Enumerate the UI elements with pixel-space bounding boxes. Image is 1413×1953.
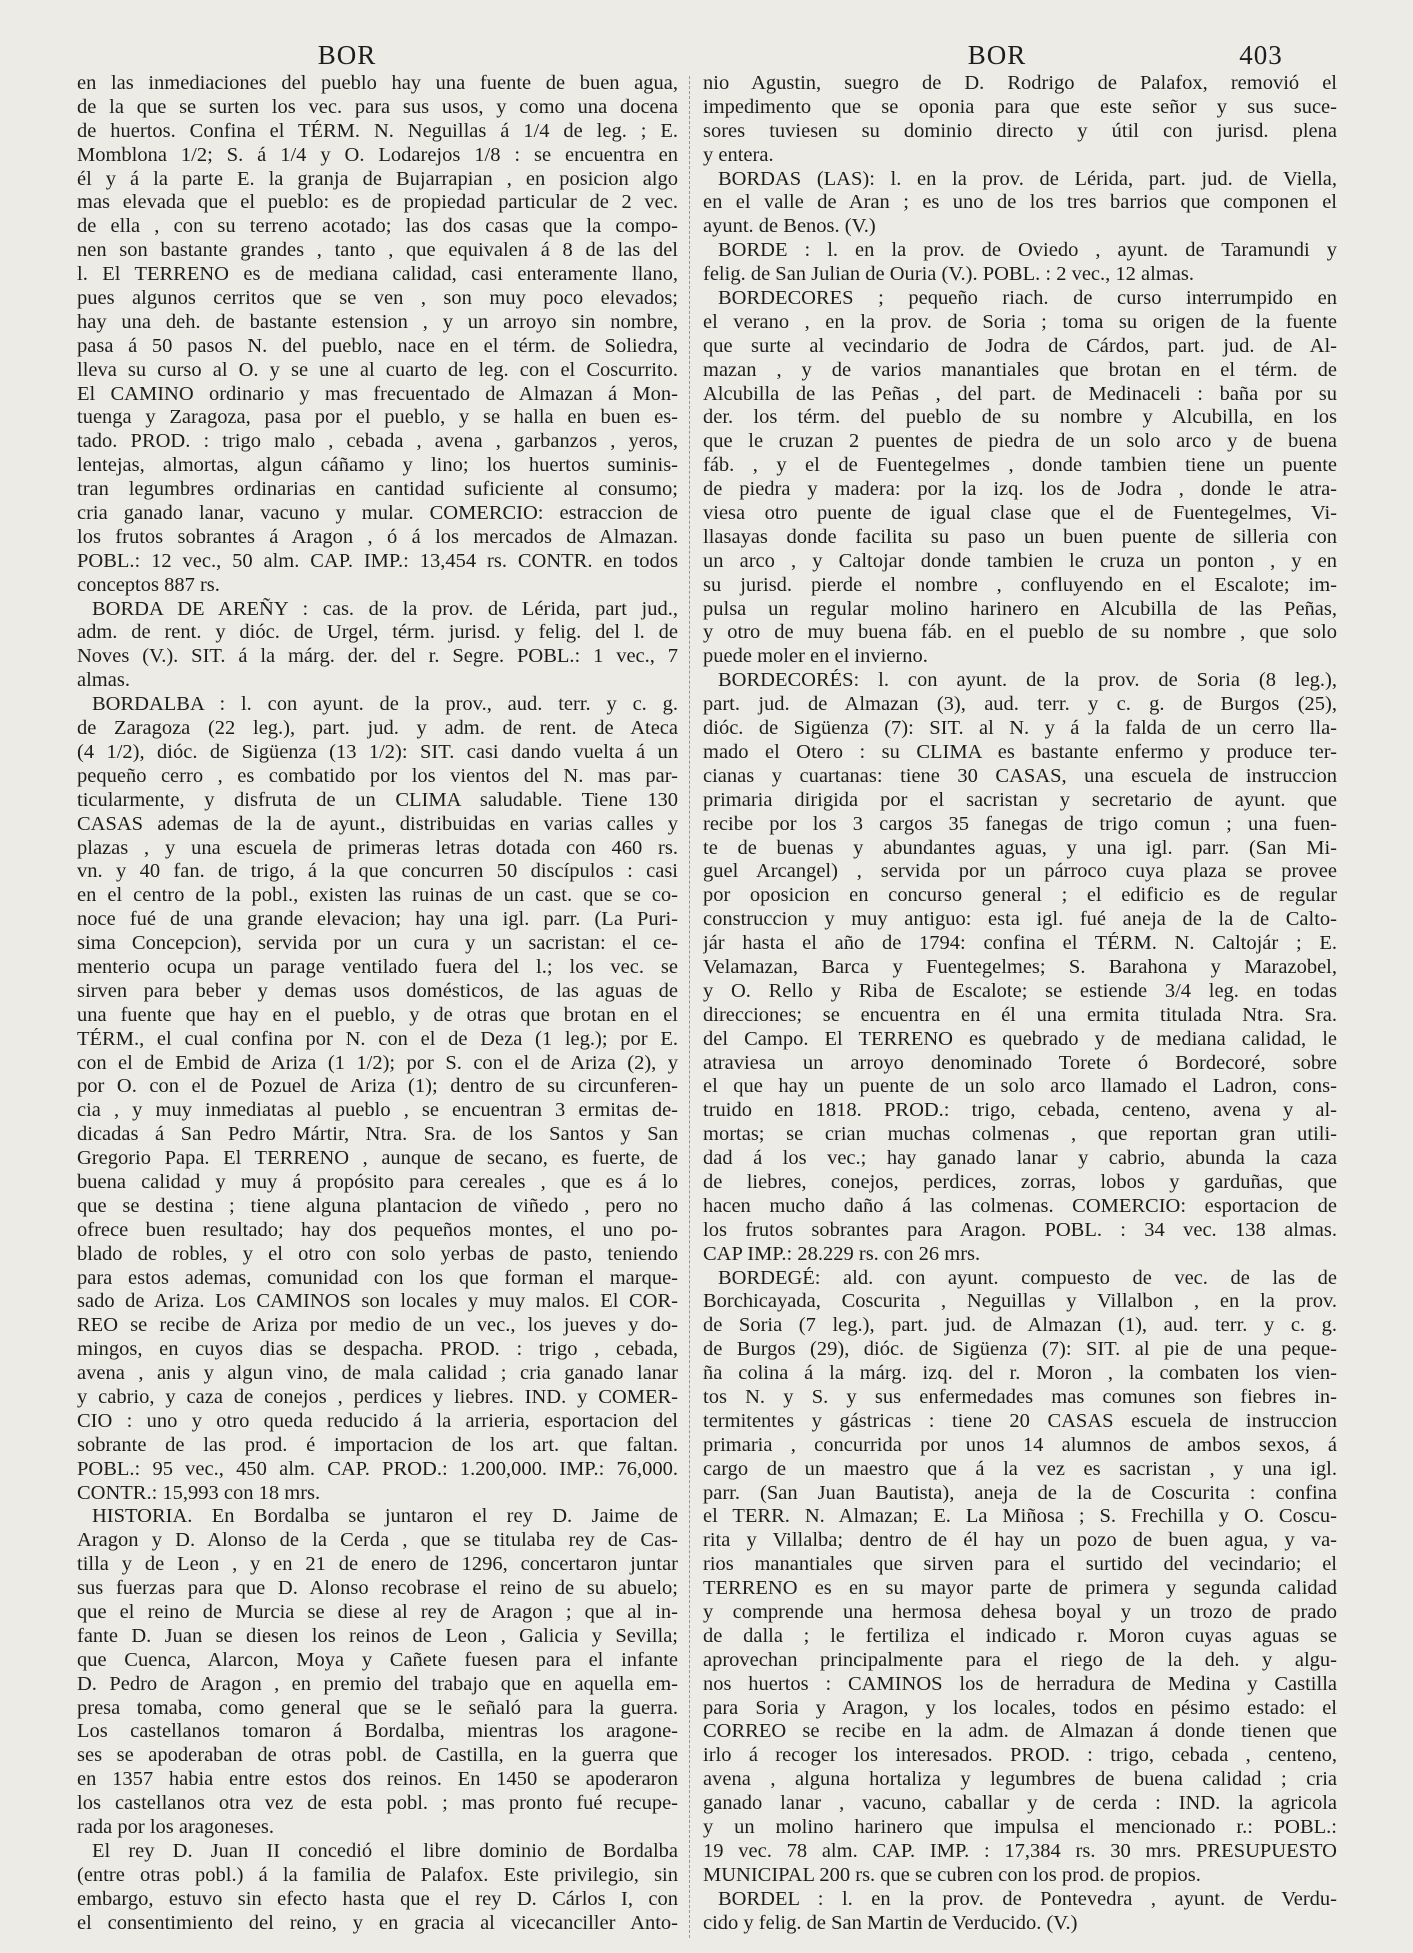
text-line: avena , alguna hortaliza y legumbres de buena calidad ; cria xyxy=(703,1768,1337,1791)
left-column xyxy=(77,72,678,1935)
text-line: y entera. xyxy=(703,143,774,166)
text-line: de huertos. Confina el TÉRM. N. Neguillas á 1/4 de leg. ; E. xyxy=(77,119,678,142)
text-line: presa tomaba, como general que se le señaló para la guerra. xyxy=(77,1696,678,1719)
text-line: que Cuenca, Alarcon, Moya y Cañete fuesen para el infante xyxy=(77,1648,678,1671)
text-line: der. los térm. del pueblo de su nombre y Alcubilla, en los xyxy=(703,406,1337,429)
text-line: y comprende una hermosa dehesa boyal y un trozo de prado xyxy=(703,1601,1337,1623)
text-line: te de buenas y abundantes aguas, y una igl. parr. (San Mi- xyxy=(703,836,1337,859)
text-line: adm. de rent. y dióc. de Urgel, térm. jurisd. y felig. del l. de xyxy=(77,621,678,644)
text-line: ofrece buen resultado; hay dos pequeños montes, el uno po- xyxy=(77,1218,678,1241)
text-line: los frutos sobrantes para Aragon. POBL. : 34 vec. 138 almas. xyxy=(703,1218,1337,1241)
text-line: de Burgos (29), dióc. de Sigüenza (7): SIT. al pie de una peque- xyxy=(703,1338,1337,1361)
text-line: nen son bastante grandes , tanto , que equivalen á 8 de las del xyxy=(77,239,678,262)
text-line: hacen mucho daño á las colmenas. COMERCIO: esportacion de xyxy=(703,1194,1337,1217)
text-line: recibe por los 3 cargos 35 fanegas de trigo comun ; una fuen- xyxy=(703,812,1337,835)
text-line: primaria , concurrida por unos 14 alumnos de ambos sexos, á xyxy=(703,1433,1337,1456)
text-line: vn. y 40 fan. de trigo, á la que concurren 50 discípulos : casi xyxy=(77,860,678,883)
text-line: él y á la parte E. la granja de Bujarrapian , en posicion algo xyxy=(77,167,678,190)
text-line: pequeño cerro , es combatido por los vientos del N. mas par- xyxy=(77,764,678,787)
text-line: irlo á recoger los interesados. PROD. : trigo, cebada , centeno, xyxy=(703,1744,1337,1767)
text-line: POBL.: 95 vec., 450 alm. CAP. PROD.: 1.200,000. IMP.: 76,000. xyxy=(77,1457,678,1480)
text-line: el verano , en la prov. de Soria ; toma su origen de la fuente xyxy=(703,310,1337,333)
text-line: ña colina á la márg. izq. del r. Moron , la combaten los vien- xyxy=(703,1362,1337,1385)
text-line: los castellanos otra vez de esta pobl. ; mas pronto fué recupe- xyxy=(77,1792,678,1815)
entry-paragraph xyxy=(703,72,1337,168)
text-line: CASAS ademas de la de ayunt., distribuidas en varias calles y xyxy=(77,812,678,835)
text-line: que le cruzan 2 puentes de piedra de un solo arco y de buena xyxy=(703,430,1337,453)
text-line: Momblona 1/2; S. á 1/4 y O. Lodarejos 1/8 : se encuentra en xyxy=(77,143,678,166)
text-line: cianas y cuartanas: tiene 30 CASAS, una escuela de instruccion xyxy=(703,764,1337,787)
text-line: construccion y muy antiguo: esta igl. fué aneja de la de Calto- xyxy=(703,908,1337,931)
text-line: en 1357 habia entre estos dos reinos. En 1450 se apoderaron xyxy=(77,1768,678,1791)
text-line: sima Concepcion), servida por un cura y un sacristan: el ce- xyxy=(77,932,678,955)
text-line: dad á los vec.; hay ganado lanar y cabrio, abunda la caza xyxy=(703,1147,1337,1170)
text-line: CAP IMP.: 28.229 rs. con 26 mrs. xyxy=(703,1242,981,1265)
text-line: de Soria (7 leg.), part. jud. de Almazan (1), aud. terr. y c. g. xyxy=(703,1314,1337,1337)
text-line: plazas , y una escuela de primeras letras dotada con 460 rs. xyxy=(77,836,678,859)
entry-paragraph xyxy=(703,1267,1337,1888)
text-line: pasa á 50 pasos N. del pueblo, nace en el térm. de Soliedra, xyxy=(77,334,678,357)
text-line: sus fuerzas para que D. Alonso recobrase el reino de su abuelo; xyxy=(77,1577,678,1600)
text-line: de liebres, conejos, perdices, zorras, lobos y garduñas, que xyxy=(703,1170,1337,1193)
text-line: BORDECORÉS: l. con ayunt. de la prov. de Soria (8 leg.), xyxy=(718,669,1337,692)
entry-paragraph xyxy=(77,72,678,598)
text-line: BORDEL : l. en la prov. de Pontevedra , ayunt. de Verdu- xyxy=(718,1887,1337,1910)
text-line: cia , y muy inmediatas al pueblo , se encuentran 3 ermitas de- xyxy=(77,1099,678,1122)
text-line: por oposicion en concurso general ; el edificio es de regular xyxy=(703,884,1337,907)
text-line: REO se recibe de Ariza por medio de un vec., los jueves y do- xyxy=(77,1314,678,1337)
text-line: Noves (V.). SIT. á la márg. der. del r. Segre. POBL.: 1 vec., 7 xyxy=(77,645,678,668)
text-line: nos huertos : CAMINOS los de herradura de Medina y Castilla xyxy=(703,1672,1337,1695)
text-line: noce fué de una grande elevacion; hay una igl. parr. (La Puri- xyxy=(77,908,678,931)
text-line: parr. (San Juan Bautista), aneja de la de Coscurita : confina xyxy=(703,1481,1337,1504)
text-line: primaria dirigida por el sacristan y secretario de ayunt. que xyxy=(703,788,1337,811)
text-line: pulsa un regular molino harinero en Alcubilla de las Peñas, xyxy=(703,597,1337,620)
text-line: mas elevada que el pueblo: es de propiedad particular de 2 vec. xyxy=(77,191,678,214)
text-line: POBL.: 12 vec., 50 alm. CAP. IMP.: 13,454 rs. CONTR. en todos xyxy=(77,549,678,572)
text-line: TÉRM., el cual confina por N. con el de Deza (1 leg.); por E. xyxy=(77,1027,678,1050)
text-line: conceptos 887 rs. xyxy=(77,573,220,596)
text-line: una fuente que hay en el pueblo, y de otras que brotan en el xyxy=(77,1003,678,1026)
text-line: CIO : uno y otro queda reducido á la arrieria, esportacion del xyxy=(77,1409,678,1432)
text-line: llasayas donde facilita su paso un buen puente de silleria con xyxy=(703,525,1337,548)
text-line: lleva su curso al O. y se une al cuarto de leg. con el Coscurrito. xyxy=(77,358,678,381)
text-line: 19 vec. 78 alm. CAP. IMP. : 17,384 rs. 30 mrs. PRESUPUESTO xyxy=(703,1839,1337,1862)
text-line: el TERR. N. Almazan; E. La Miñosa ; S. Frechilla y O. Coscu- xyxy=(703,1505,1337,1528)
text-line: HISTORIA. En Bordalba se juntaron el rey D. Jaime de xyxy=(92,1505,678,1528)
text-line: mortas; se crian muchas colmenas , que reportan gran utili- xyxy=(703,1123,1337,1146)
text-line: cido y felig. de San Martin de Verducido. (V.) xyxy=(703,1911,1078,1934)
text-line: y un molino harinero que impulsa el mencionado r.: POBL.: xyxy=(703,1816,1337,1839)
text-line: lentejas, almortas, algun cáñamo y lino; los huertos suminis- xyxy=(77,454,678,477)
text-line: hay una deh. de bastante estension , y un arroyo sin nombre, xyxy=(77,310,678,333)
text-line: para Soria y Aragon, y los locales, todos en pésimo estado: el xyxy=(703,1696,1337,1719)
text-line: Gregorio Papa. El TERRENO , aunque de secano, es fuerte, de xyxy=(77,1147,678,1170)
text-line: ayunt. de Benos. (V.) xyxy=(703,215,876,238)
text-line: en el valle de Aran ; es uno de los tres barrios que componen el xyxy=(703,191,1337,214)
text-line: (4 1/2), dióc. de Sigüenza (13 1/2): SIT. casi dando vuelta á un xyxy=(77,740,678,763)
text-line: los frutos sobrantes á Aragon , ó á los mercados de Almazan. xyxy=(77,525,678,548)
text-line: almas. xyxy=(77,669,130,692)
text-line: aprovechan principalmente para el riego de la deh. y algu- xyxy=(703,1648,1337,1671)
text-line: Alcubilla de las Peñas , del part. de Medinaceli : baña por su xyxy=(703,382,1337,405)
entry-paragraph xyxy=(703,239,1337,287)
text-line: l. El TERRENO es de mediana calidad, casi enteramente llano, xyxy=(77,263,678,286)
text-line: tilla y de Leon , y en 21 de enero de 1296, concertaron juntar xyxy=(77,1553,678,1576)
text-line: cria ganado lanar, vacuno y mular. COMERCIO: estraccion de xyxy=(77,502,678,525)
text-line: tos N. y S. y sus enfermedades mas comunes son fiebres in- xyxy=(703,1385,1337,1408)
text-line: que surte al vecindario de Jodra de Cárdos, part. jud. de Al- xyxy=(703,334,1337,357)
text-line: fante D. Juan se diesen los reinos de Leon , Galicia y Sevilla; xyxy=(77,1624,678,1647)
running-head-left: BOR xyxy=(317,40,377,70)
text-line: blado de robles, y el otro con solo yerbas de pasto, teniendo xyxy=(77,1242,678,1265)
text-line: BORDAS (LAS): l. en la prov. de Lérida, part. jud. de Viella, xyxy=(718,167,1337,190)
text-line: rita y Villalba; dentro de él hay un pozo de buen agua, y va- xyxy=(703,1529,1337,1552)
text-line: y otro de muy buena fáb. en el pueblo de su nombre , que solo xyxy=(703,621,1337,644)
text-line: sobrante de las prod. é importacion de los art. que faltan. xyxy=(77,1433,678,1456)
text-line: un arco , y Caltojar donde tambien le cruza un ponton , y en xyxy=(703,549,1337,572)
text-line: pues algunos cerritos que se ven , son muy poco elevados; xyxy=(77,287,678,310)
text-line: que el reino de Murcia se diese al rey de Aragon ; que al in- xyxy=(77,1601,678,1623)
text-line: ticularmente, y disfruta de un CLIMA saludable. Tiene 130 xyxy=(77,788,678,811)
text-line: menterio ocupa un parage ventilado fuera del l.; los vec. se xyxy=(77,955,678,978)
text-line: sado de Ariza. Los CAMINOS son locales y muy malos. El COR- xyxy=(77,1290,678,1313)
right-column xyxy=(703,72,1337,1935)
text-line: sores tuviesen su dominio directo y útil con jurisd. plena xyxy=(703,119,1337,142)
text-line: de la que se surten los vec. para sus usos, y como una docena xyxy=(77,95,678,118)
text-line: viesa otro puente de igual clase que el de Fuentegelmes, Vi- xyxy=(703,502,1337,525)
text-line: BORDECORES ; pequeño riach. de curso interrumpido en xyxy=(718,287,1337,310)
text-line: ses se apoderaban de otras pobl. de Castilla, en la guerra que xyxy=(77,1744,678,1767)
text-line: de dalla ; le fertiliza el indicado r. Moron cuyas aguas se xyxy=(703,1624,1337,1647)
text-line: con el de Embid de Ariza (1 1/2); por S. con el de Ariza (2), y xyxy=(77,1051,678,1074)
running-head-right: BOR xyxy=(967,40,1027,70)
text-line: impedimento que se oponia para que este señor y sus suce- xyxy=(703,95,1337,118)
text-line: BORDE : l. en la prov. de Oviedo , ayunt. de Taramundi y xyxy=(718,239,1337,262)
text-line: BORDEGÉ: ald. con ayunt. compuesto de vec. de las de xyxy=(718,1266,1337,1289)
text-line: El rey D. Juan II concedió el libre dominio de Bordalba xyxy=(92,1839,678,1862)
text-line: avena , anis y algun vino, de mala calidad ; cria ganado lanar xyxy=(77,1362,678,1385)
text-line: mingos, en cuyos dias se despacha. PROD. : trigo , cebada, xyxy=(77,1338,678,1361)
text-line: Aragon y D. Alonso de la Cerda , que se titulaba rey de Cas- xyxy=(77,1529,678,1552)
text-line: y cabrio, y caza de conejos , perdices y liebres. IND. y COMER- xyxy=(77,1385,678,1408)
entry-paragraph xyxy=(703,669,1337,1266)
text-line: tado. PROD. : trigo malo , cebada , avena , garbanzos , yeros, xyxy=(77,430,678,453)
text-line: en las inmediaciones del pueblo hay una fuente de buen agua, xyxy=(77,72,678,94)
text-line: dióc. de Sigüenza (7): SIT. al N. y á la falda de un cerro lla- xyxy=(703,717,1337,740)
text-line: el que hay un puente de un solo arco llamado el Ladron, cons- xyxy=(703,1075,1337,1098)
text-line: part. jud. de Almazan (3), aud. terr. y c. g. de Burgos (25), xyxy=(703,693,1337,716)
entry-paragraph xyxy=(77,693,678,1505)
text-line: nio Agustin, suegro de D. Rodrigo de Palafox, removió el xyxy=(703,72,1337,94)
text-line: mazan , y de varios manantiales que brotan en el térm. de xyxy=(703,358,1337,381)
text-line: de ella , con su terreno acotado; las dos casas que la compo- xyxy=(77,215,678,238)
text-line: El CAMINO ordinario y mas frecuentado de Almazan á Mon- xyxy=(77,382,678,405)
text-line: BORDALBA : l. con ayunt. de la prov., aud. terr. y c. g. xyxy=(92,693,678,716)
text-line: ganado lanar , vacuno, caballar y de cerda : IND. la agricola xyxy=(703,1792,1337,1815)
text-line: (entre otras pobl.) á la familia de Palafox. Este privilegio, sin xyxy=(77,1863,678,1886)
text-line: y O. Rello y Riba de Escalote; se estiende 3/4 leg. en todas xyxy=(703,979,1337,1002)
text-line: embargo, estuvo sin efecto hasta que el rey D. Cárlos I, con xyxy=(77,1887,678,1910)
text-line: que se destina ; tiene alguna plantacion de viñedo , pero no xyxy=(77,1194,678,1217)
text-line: del Campo. El TERRENO es quebrado y de mediana calidad, le xyxy=(703,1027,1337,1050)
entry-paragraph xyxy=(77,598,678,694)
text-line: Velamazan, Barca y Fuentegelmes; S. Barahona y Marazobel, xyxy=(703,955,1337,978)
text-line: D. Pedro de Aragon , en premio del trabajo que en aquella em- xyxy=(77,1672,678,1695)
text-line: jár hasta el año de 1794: confina el TÉRM. N. Caltojár ; E. xyxy=(703,932,1337,955)
text-line: para estos ademas, comunidad con los que forman el marque- xyxy=(77,1266,678,1289)
text-line: Borchicayada, Coscurita , Neguillas y Villalbon , en la prov. xyxy=(703,1290,1337,1313)
text-line: CONTR.: 15,993 con 18 mrs. xyxy=(77,1481,321,1504)
entry-paragraph xyxy=(703,168,1337,240)
text-line: buena calidad y muy á propósito para cereales , que es á lo xyxy=(77,1170,678,1193)
text-line: TERRENO es en su mayor parte de primera y segunda calidad xyxy=(703,1577,1337,1600)
text-line: guel Arcangel) , servida por un párroco cuya plaza se provee xyxy=(703,860,1337,883)
text-line: rios manantiales que sirven para el surtido del vecindario; el xyxy=(703,1553,1337,1576)
text-line: en el centro de la pobl., existen las ruinas de un cast. que se co- xyxy=(77,884,678,907)
text-line: tuenga y Zaragoza, pasa por el pueblo, y se halla en buen es- xyxy=(77,406,678,429)
column-divider xyxy=(689,76,690,1938)
text-line: BORDA DE AREÑY : cas. de la prov. de Lérida, part jud., xyxy=(92,597,678,620)
text-line: de Zaragoza (22 leg.), part. jud. y adm. de rent. de Ateca xyxy=(77,717,678,740)
text-line: Los castellanos tomaron á Bordalba, mientras los aragone- xyxy=(77,1720,678,1743)
text-line: felig. de San Julian de Ouria (V.). POBL. : 2 vec., 12 almas. xyxy=(703,263,1194,286)
text-line: puede moler en el invierno. xyxy=(703,645,928,668)
entry-paragraph xyxy=(77,1840,678,1936)
text-line: mado el Otero : su CLIMA es bastante enfermo y produce ter- xyxy=(703,740,1337,763)
text-line: termitentes y gástricas : tiene 20 CASAS escuela de instruccion xyxy=(703,1409,1337,1432)
entry-paragraph xyxy=(703,287,1337,669)
text-line: de piedra y madera: por la izq. los de Jodra , donde le atra- xyxy=(703,478,1337,501)
entry-paragraph xyxy=(703,1888,1337,1936)
page-number: 403 xyxy=(1239,40,1283,70)
text-line: tran legumbres ordinarias en cantidad suficiente al consumo; xyxy=(77,478,678,501)
text-line: fáb. , y el de Fuentegelmes , donde tambien tiene un puente xyxy=(703,454,1337,477)
text-line: atraviesa un arroyo denominado Torete ó Bordecoré, sobre xyxy=(703,1051,1337,1074)
text-line: MUNICIPAL 200 rs. que se cubren con los prod. de propios. xyxy=(703,1863,1201,1886)
text-line: cargo de un maestro que á la vez es sacristan , y una igl. xyxy=(703,1457,1337,1480)
text-line: rada por los aragoneses. xyxy=(77,1816,274,1839)
text-line: por O. con el de Pozuel de Ariza (1); dentro de su circunferen- xyxy=(77,1075,678,1098)
text-line: dicadas á San Pedro Mártir, Ntra. Sra. de los Santos y San xyxy=(77,1123,678,1146)
text-line: el consentimiento del reino, y en gracia al vicecanciller Anto- xyxy=(77,1911,678,1934)
text-line: truido en 1818. PROD.: trigo, cebada, centeno, avena y al- xyxy=(703,1099,1337,1122)
text-line: sirven para beber y demas usos domésticos, de las aguas de xyxy=(77,979,678,1002)
text-line: direcciones; se encuentra en él una ermita titulada Ntra. Sra. xyxy=(703,1003,1337,1026)
text-line: su jurisd. pierde el nombre , confluyendo en el Escalote; im- xyxy=(703,573,1337,596)
entry-paragraph xyxy=(77,1505,678,1839)
text-line: CORREO se recibe en la adm. de Almazan á donde tienen que xyxy=(703,1720,1337,1743)
